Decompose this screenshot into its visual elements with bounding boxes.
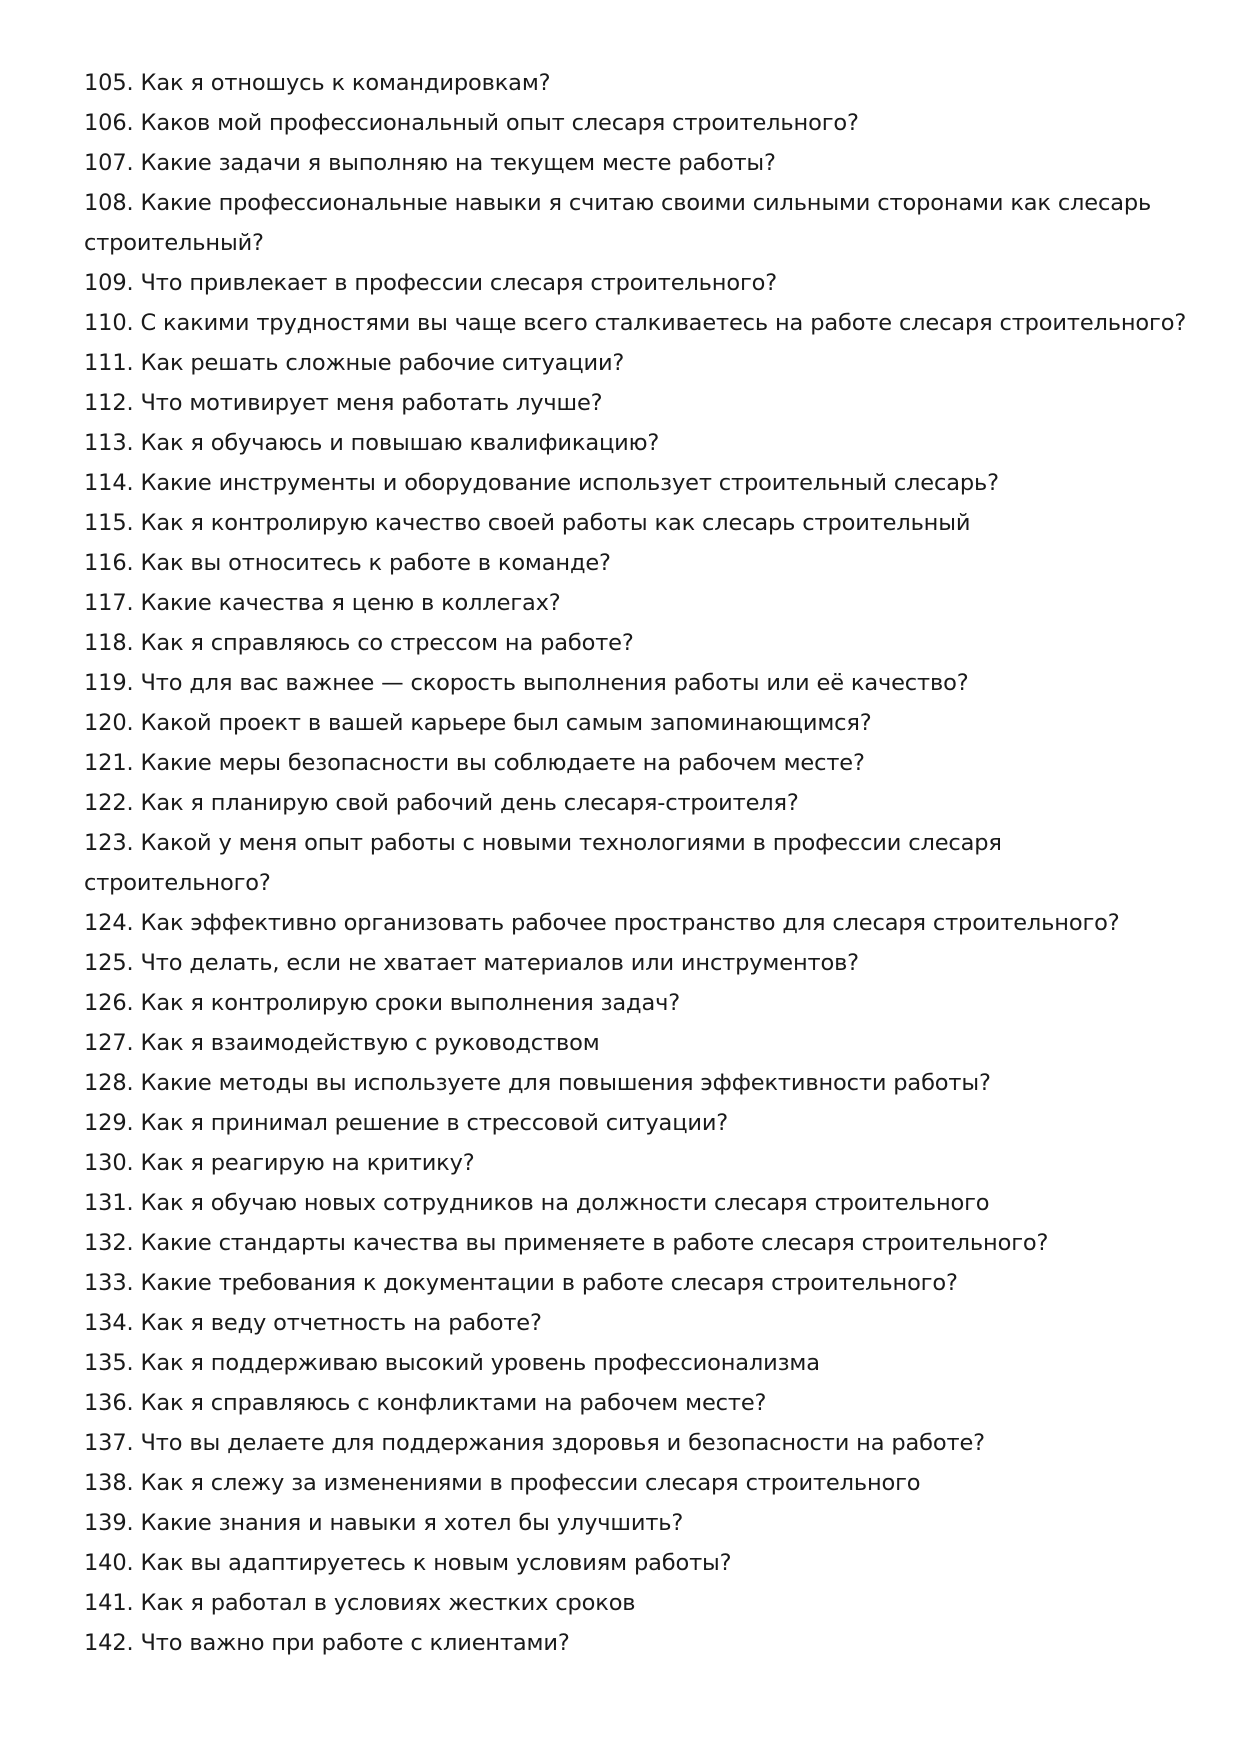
- list-item: 116. Как вы относитесь к работе в команде?: [84, 550, 611, 576]
- list-item: 132. Какие стандарты качества вы применяете в работе слесаря строительного?: [84, 1230, 1049, 1256]
- list-item: 133. Какие требования к документации в работе слесаря строительного?: [84, 1270, 958, 1296]
- list-item: 112. Что мотивирует меня работать лучше?: [84, 390, 603, 416]
- list-item: 142. Что важно при работе с клиентами?: [84, 1630, 570, 1656]
- list-item: 107. Какие задачи я выполняю на текущем месте работы?: [84, 150, 776, 176]
- list-item: 140. Как вы адаптируетесь к новым условиям работы?: [84, 1550, 732, 1576]
- list-item: 135. Как я поддерживаю высокий уровень профессионализма: [84, 1350, 820, 1376]
- list-item: 134. Как я веду отчетность на работе?: [84, 1310, 542, 1336]
- list-item: 120. Какой проект в вашей карьере был самым запоминающимся?: [84, 710, 872, 736]
- list-item: 109. Что привлекает в профессии слесаря строительного?: [84, 270, 778, 296]
- list-item: 106. Каков мой профессиональный опыт слесаря строительного?: [84, 110, 859, 136]
- list-item: 128. Какие методы вы используете для повышения эффективности работы?: [84, 1070, 991, 1096]
- list-item: 115. Как я контролирую качество своей работы как слесарь строительный: [84, 510, 971, 536]
- list-item: 138. Как я слежу за изменениями в профессии слесаря строительного: [84, 1470, 921, 1496]
- list-item: 111. Как решать сложные рабочие ситуации?: [84, 350, 625, 376]
- list-item: 137. Что вы делаете для поддержания здоровья и безопасности на работе?: [84, 1430, 985, 1456]
- list-item: 123. Какой у меня опыт работы с новыми технологиями в профессии слесаря строительного?: [84, 830, 1002, 896]
- list-item: 121. Какие меры безопасности вы соблюдаете на рабочем месте?: [84, 750, 865, 776]
- list-item: 124. Как эффективно организовать рабочее пространство для слесаря строительного?: [84, 910, 1120, 936]
- list-item: 105. Как я отношусь к командировкам?: [84, 70, 551, 96]
- list-item: 139. Какие знания и навыки я хотел бы улучшить?: [84, 1510, 684, 1536]
- list-item: 130. Как я реагирую на критику?: [84, 1150, 475, 1176]
- list-item: 129. Как я принимал решение в стрессовой ситуации?: [84, 1110, 729, 1136]
- list-item: 119. Что для вас важнее — скорость выполнения работы или её качество?: [84, 670, 969, 696]
- list-item: 131. Как я обучаю новых сотрудников на должности слесаря строительного: [84, 1190, 990, 1216]
- list-item: 113. Как я обучаюсь и повышаю квалификацию?: [84, 430, 660, 456]
- list-item: 117. Какие качества я ценю в коллегах?: [84, 590, 561, 616]
- question-list: [84, 63, 1187, 1663]
- list-item: 126. Как я контролирую сроки выполнения задач?: [84, 990, 681, 1016]
- list-item: 108. Какие профессиональные навыки я считаю своими сильными сторонами как слесарь строительный?: [84, 190, 1152, 256]
- list-item: 114. Какие инструменты и оборудование использует строительный слесарь?: [84, 470, 999, 496]
- list-item: 125. Что делать, если не хватает материалов или инструментов?: [84, 950, 859, 976]
- list-item: 141. Как я работал в условиях жестких сроков: [84, 1590, 636, 1616]
- list-item: 127. Как я взаимодействую с руководством: [84, 1030, 600, 1056]
- list-item: 136. Как я справляюсь с конфликтами на рабочем месте?: [84, 1390, 767, 1416]
- list-item: 110. С какими трудностями вы чаще всего сталкиваетесь на работе слесаря строительного?: [84, 310, 1187, 336]
- list-item: 122. Как я планирую свой рабочий день слесаря-строителя?: [84, 790, 799, 816]
- list-item: 118. Как я справляюсь со стрессом на работе?: [84, 630, 634, 656]
